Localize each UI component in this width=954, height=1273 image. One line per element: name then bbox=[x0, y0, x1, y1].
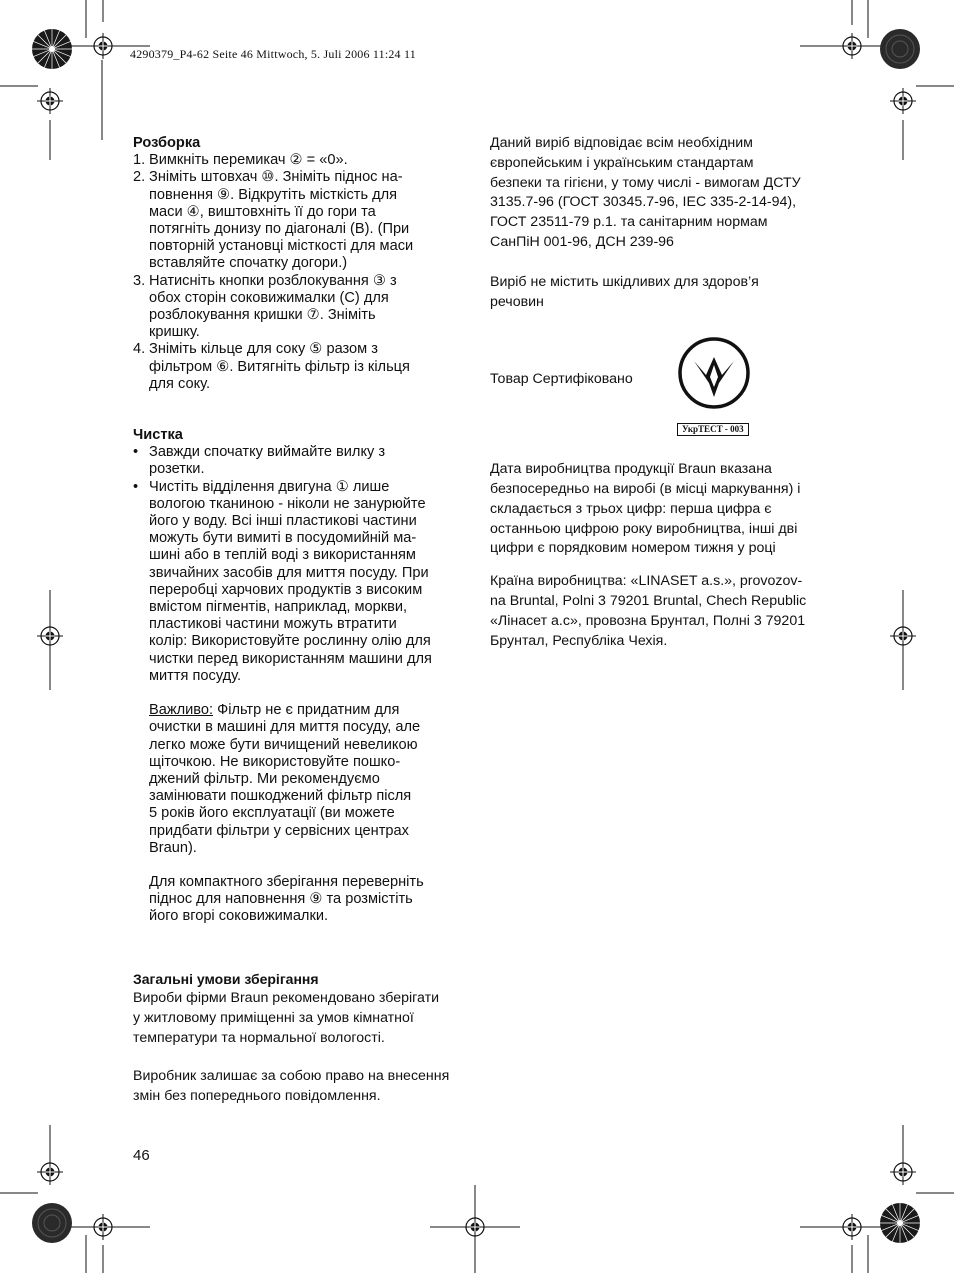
important-label: Важливо: bbox=[149, 702, 214, 719]
cleaning-list bbox=[133, 444, 463, 685]
ukrsepro-trident-icon bbox=[676, 335, 752, 411]
page-number: 46 bbox=[133, 1147, 150, 1164]
list-item: 4. Зніміть кільце для соку ⑤ разом з фільтром ⑥. Витягніть фільтр із кільця для соку. bbox=[133, 341, 410, 392]
print-slug: 4290379_P4-62 Seite 46 Mittwoch, 5. Juli 2006 11:24 11 bbox=[130, 47, 416, 61]
important-note: Важливо: Фільтр не є придатним для очистки в машині для миття посуду, але легко може бути вичищений невеликою щіточкою. Не використовуйте пошко- джений фільтр. Ми рекомендуємо замінювати пошкоджений фільтр після 5 років його експлуатації (ви можете придбати фільтри у сервісних центрах Braun). bbox=[149, 702, 421, 856]
list-item: 1. Вимкніть перемикач ② = «0». bbox=[133, 152, 348, 169]
disassembly-steps bbox=[133, 152, 463, 393]
certification-mark bbox=[676, 335, 752, 434]
compliance-paragraph: Даний виріб відповідає всім необхідним європейським і українським стандартам безпеки та гігієни, у тому числі - вимогам ДСТУ 3135.7-96 (ГОСТ 30345.7-96, IEC 335-2-14-94), ГОСТ 23511-79 р.1. та санітарним нормам СанПіН 001-96, ДСН 239-96 bbox=[490, 135, 801, 250]
cert-code-label: УкрТЕСТ - 003 bbox=[677, 423, 749, 436]
list-item: 3. Натисніть кнопки розблокування ③ з обох сторін соковижималки (C) для розблокування кришки ⑦. Зніміть кришку. bbox=[133, 272, 397, 341]
certified-text: Товар Сертифіковано bbox=[490, 371, 633, 388]
production-date-paragraph: Дата виробництва продукції Braun вказана безпосередньо на виробі (в місці маркування) і складається з трьох цифр: перша цифра є останньою цифрою року виробництва, інші дві цифри є порядковим номером тижня у році bbox=[490, 461, 801, 557]
country-paragraph: Країна виробництва: «LINASET a.s.», provozov- na Bruntal, Polni 3 79201 Bruntal, Chech Republic «Лінасет а.с», провозна Брунтал, Полні 3 79201 Брунтал, Республіка Чехія. bbox=[490, 573, 807, 649]
storage-paragraph: Вироби фірми Braun рекомендовано зберігати у житловому приміщенні за умов кімнатної температури та нормальної вологості. bbox=[133, 989, 440, 1046]
right-column bbox=[490, 134, 826, 651]
disassembly-heading: Розборка bbox=[133, 135, 201, 151]
manufacturer-note: Виробник залишає за собою право на внесення змін без попереднього повідомлення. bbox=[133, 1067, 450, 1104]
storage-heading: Загальні умови зберігання bbox=[133, 970, 319, 987]
list-item: • Завжди спочатку виймайте вилку з розетки. bbox=[133, 444, 386, 478]
storage-tip: Для компактного зберігання переверніть піднос для наповнення ⑨ та розмістіть його вгорі соковижималки. bbox=[149, 873, 424, 925]
list-item: • Чистіть відділення двигуна ① лише вологою тканиною - ніколи не занурюйте його у воду. Всі інші пластикові частини можуть бути вимиті в посудомийній ма- шині або в теплій воді з використанням звичайних засобів для миття посуду. При переробці харчових продуктів з високим вмістом пігментів, наприклад, моркви, пластикові частини можуть втратити колір: Використовуйте рослинну олію для чистки перед використанням машини для миття посуду. bbox=[133, 478, 432, 684]
left-column bbox=[133, 135, 463, 1106]
list-item: 2. Зніміть штовхач ⑩. Зніміть піднос на- повнення ⑨. Відкрутіть місткість для маси ④, виштовхніть її до гори та потягніть донизу по діагоналі (B). (При повторній установці місткості для маси вставляйте спочатку догори.) bbox=[133, 169, 414, 272]
cleaning-heading: Чистка bbox=[133, 427, 183, 444]
no-harm-paragraph: Виріб не містить шкідливих для здоров’я речовин bbox=[490, 273, 759, 310]
